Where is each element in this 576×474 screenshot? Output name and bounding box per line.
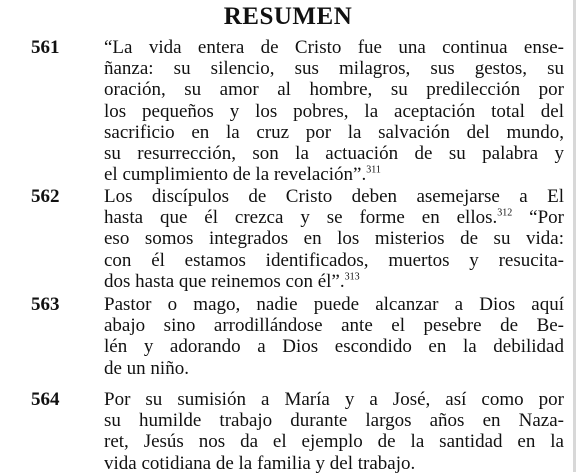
paragraph-number: 562 bbox=[31, 186, 60, 207]
paragraph-text bbox=[104, 186, 564, 292]
text-fragment: el cumplimiento de la revelación”. bbox=[104, 164, 367, 186]
text-line: “La vida entera de Cristo fue una continua ense- bbox=[104, 37, 564, 58]
text-fragment: “Por bbox=[512, 207, 564, 229]
text-fragment: dos hasta que reinemos con él”. bbox=[104, 270, 345, 292]
text-line-last bbox=[104, 271, 564, 292]
text-line: sacrificio en la cruz por la salvación del mundo, bbox=[104, 121, 564, 143]
text-line-last bbox=[104, 164, 564, 185]
paragraph-text bbox=[104, 389, 564, 474]
text-line: su humilde trabajo durante largos años en Naza- bbox=[104, 410, 564, 432]
text-line: ñanza: su silencio, sus milagros, sus gestos, su bbox=[104, 58, 564, 80]
section-heading: RESUMEN bbox=[223, 3, 353, 30]
paragraph-number: 564 bbox=[31, 389, 60, 410]
paragraph-number: 563 bbox=[31, 294, 60, 315]
text-line: abajo sino arrodillándose ante el pesebre de Be- bbox=[104, 315, 564, 337]
text-line-last: de un niño. bbox=[104, 357, 189, 379]
text-line: su resurrección, son la actuación de su palabra y bbox=[104, 143, 564, 165]
text-line bbox=[104, 207, 564, 228]
paragraph-number: 561 bbox=[31, 37, 60, 58]
text-line: los pequeños y los pobres, la aceptación total del bbox=[104, 100, 564, 122]
text-line: oración, su amor al hombre, su predilección por bbox=[104, 79, 564, 101]
paragraph-text bbox=[104, 37, 564, 185]
paragraph-text bbox=[104, 294, 564, 379]
text-line: Los discípulos de Cristo deben asemejarse a El bbox=[104, 186, 564, 207]
footnote-marker: 311 bbox=[366, 164, 381, 176]
text-line: Por su sumisión a María y a José, así como por bbox=[104, 389, 564, 410]
text-fragment: hasta que él crezca y se forme en ellos. bbox=[104, 207, 498, 229]
text-line: eso somos integrados en los misterios de su vida: bbox=[104, 228, 564, 250]
text-line: Pastor o mago, nadie puede alcanzar a Dios aquí bbox=[104, 294, 564, 315]
footnote-marker: 313 bbox=[344, 271, 360, 283]
footnote-marker: 312 bbox=[497, 207, 513, 219]
text-line: ret, Jesús nos da el ejemplo de la santidad en la bbox=[104, 431, 564, 453]
text-line: lén y adorando a Dios escondido en la debilidad bbox=[104, 336, 564, 358]
text-line: con él estamos identificados, muertos y resucita- bbox=[104, 249, 564, 271]
text-line-last: vida cotidiana de la familia y del trabajo. bbox=[104, 452, 416, 474]
